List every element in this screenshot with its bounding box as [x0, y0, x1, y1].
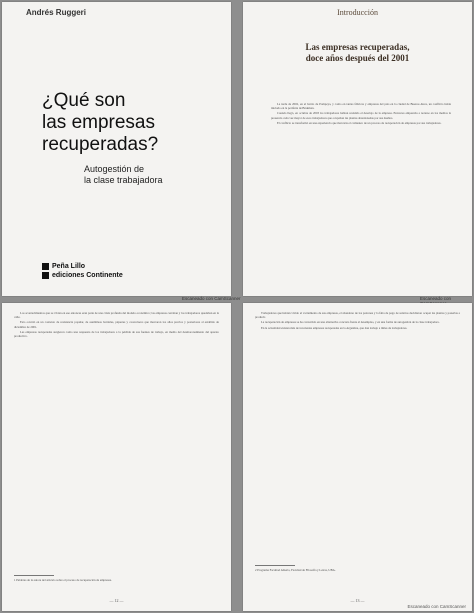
paragraph: Los acontecimientos que se vivían en ese entonces eran parte de una crisis profunda del modelo económico; las empresas cerraban y los trabajadores quedaban en la calle. [14, 311, 219, 320]
paragraph: Cuando llegó, en octubre de 2003 los trabajadores habían resistido el desalojo de la empresa. Entonces empezaba a notarse en los medios la presencia cada vez mayor de esos trabajadores que ocupaban las plantas abandonadas por sus dueños. [271, 111, 451, 120]
intro-title [243, 42, 472, 64]
left-footnote: 1 Palabras de la autora del artículo sobre el proceso de recuperación de empresas. [14, 578, 112, 582]
paragraph: El conflicto se transformó en una experiencia que marcaría el comienzo de un proceso de recuperación de empresas por sus trabajadores. [277, 120, 442, 125]
publisher-icon [42, 263, 49, 270]
scan-label: Escaneado con CamScanner [182, 296, 241, 301]
paragraph: Las empresas recuperadas surgieron como una respuesta de los trabajadores a la pérdida de sus fuentes de trabajo, en medio del desmoronamiento del aparato productivo. [14, 329, 219, 339]
intro-title-line: doce años después del 2001 [305, 53, 410, 63]
left-body [14, 311, 219, 566]
right-footnote: 2 Programa Facultad Abierta, Facultad de Filosofía y Letras, UBA. [255, 568, 336, 572]
right-page [243, 303, 472, 611]
intro-title-line: Las empresas recuperadas, [305, 42, 410, 52]
cover-author: Andrés Ruggeri [26, 8, 87, 17]
cover-title-line: recuperadas? [42, 134, 159, 155]
paragraph: Esto ocurrió en un contexto de resistencia popular, de asambleas barriales, piquetes y cacerolazos que marcaron los años previos y posteriores al estallido de diciembre de 2001. [14, 320, 219, 329]
cover-title-line: ¿Qué son [42, 90, 126, 111]
page-number: — 13 — [350, 598, 365, 603]
intro-heading: Introducción [337, 8, 378, 17]
paragraph: Trabajadores que habían vivido el vaciamiento de sus empresas, el abandono de los patrones y la falta de pago de salarios decidieron ocupar las plantas y ponerlas a producir. [255, 311, 460, 320]
intro-page [243, 2, 472, 296]
scan-label: Escaneado con CamScanner [407, 604, 466, 609]
footnote-rule [255, 565, 295, 566]
right-body [255, 311, 460, 561]
paragraph: En la actualidad existen más de trescientas empresas recuperadas en la Argentina, que dan trabajo a miles de trabajadores. [261, 325, 408, 330]
cover-subtitle [84, 164, 224, 186]
publisher-logo [42, 262, 123, 280]
publisher-icon [42, 272, 49, 279]
cover-page [2, 2, 231, 296]
scan-label: Escaneado con [420, 296, 452, 301]
left-page [2, 303, 231, 611]
cover-title [42, 90, 222, 156]
intro-body [271, 102, 451, 287]
paragraph: La tarde de 2002, en el barrio de Pompeya, y como en tantas fábricas y empresas del país en la ciudad de Buenos Aires, un conflicto había iniciado en la periferia de Brukman. [271, 102, 451, 111]
footnote-rule [14, 575, 54, 576]
publisher-name-1: Peña Lillo [52, 263, 86, 270]
cover-subtitle-line: la clase trabajadora [84, 175, 163, 185]
cover-subtitle-line: Autogestión de [84, 164, 145, 174]
cover-title-line: las empresas [42, 112, 155, 133]
publisher-name-2: ediciones Continente [52, 272, 123, 279]
paragraph: La recuperación de empresas se ha convertido en una alternativa concreta frente al desempleo, y en una forma de autogestión de la clase trabajadora. [261, 320, 440, 325]
page-number: — 12 — [109, 598, 124, 603]
